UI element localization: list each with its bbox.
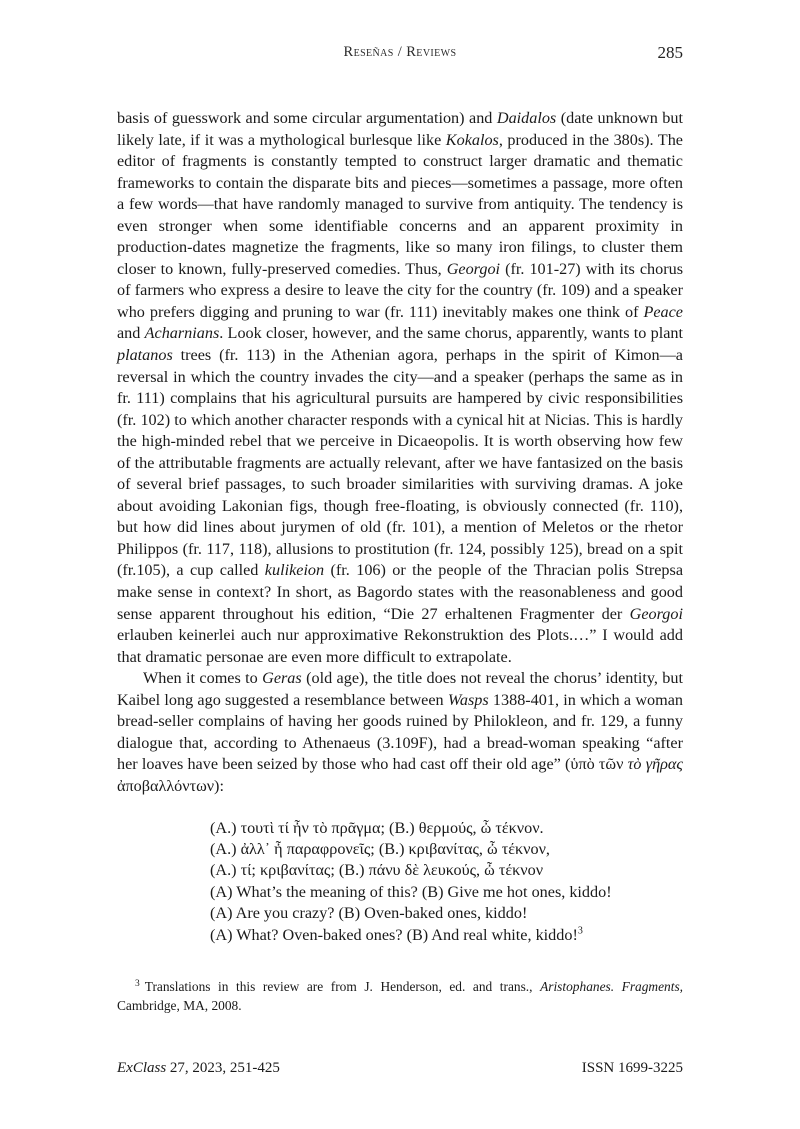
running-head-title: Reseñas / Reviews bbox=[343, 44, 457, 60]
footnote-3: $^3$ Translations in this review are from J. Henderson, ed. and trans., Aristophanes. Fragments, Cambridge, MA, 2008. bbox=[117, 978, 684, 1013]
quotation-line-greek: (A.) ἀλλ᾽ ἦ παραφρονεῖς; (B.) κριβανίτας, ὦ τέκνον, bbox=[210, 839, 550, 858]
italic-term: Acharnians bbox=[144, 324, 220, 343]
italic-term: Geras bbox=[262, 669, 302, 688]
italic-term: τὸ γῆρας bbox=[627, 755, 683, 774]
italic-term: Georgoi bbox=[446, 259, 501, 278]
paragraph-2: When it comes to Geras (old age), the title does not reveal the chorus’ identity, but Kaibel long ago suggested a resemblance between Wasps 1388-401, in which a woman bread-seller complains of having her goods ruined by Philokleon, and fr. 129, a funny dialogue that, according to Athenaeus (3.109F), had a bread-woman speaking “after her loaves have been seized by those who had cast off their old age” (ὑπὸ τῶν τὸ γῆρας ἀποβαλλόντων): bbox=[117, 669, 683, 795]
italic-term: Wasps bbox=[447, 690, 489, 709]
running-head bbox=[117, 44, 683, 68]
italic-term: Kokalos bbox=[445, 130, 499, 149]
footer-citation: ExClass 27, 2023, 251-425 bbox=[117, 1060, 280, 1076]
footnote-marker: 3 bbox=[135, 978, 140, 989]
body-content bbox=[117, 108, 683, 946]
paragraph-1: basis of guesswork and some circular argumentation) and Daidalos (date unknown but likely late, if it was a mythological burlesque like Kokalos, produced in the 380s). The editor of fragments is constantly tempted to construct larger dramatic and thematic frameworks to contain the disparate bits and pieces—sometimes a passage, more often a few words—that have randomly managed to survive from antiquity. The tendency is even stronger when some identifiable concerns and an apparent proximity in production-dates magnetize the fragments, like so many iron filings, to cluster them closer to known, fully-preserved comedies. Thus, Georgoi (fr. 101-27) with its chorus of farmers who express a desire to leave the city for the country (fr. 109) and a speaker who prefers digging and pruning to war (fr. 111) inevitably makes one think of Peace and Acharnians. Look closer, however, and the same chorus, apparently, wants to plant platanos trees (fr. 113) in the Athenian agora, perhaps in the spirit of Kimon—a reversal in which the country invades the city—and a speaker (perhaps the same as in fr. 111) complains that his agricultural pursuits are hampered by civic responsibilities (fr. 102) to which another character responds with a cynical hit at Nicias. This is hardly the high-minded rebel that we perceive in Dicaeopolis. It is worth observing how few of the attributable fragments are actually relevant, after we have fantasized on the basis of several brief passages, to such broader similarities with surviving dramas. A joke about avoiding Lakonian figs, though free-floating, is obviously connected (fr. 110), but how did lines about jurymen of old (fr. 101), a mention of Meletos or the rhetor Philippos (fr. 117, 118), allusions to prostitution (fr. 124, possibly 125), bread on a spit (fr.105), a cup called kulikeion (fr. 106) or the people of the Thracian polis Strepsa make sense in context? In short, as Bagordo states with the reasonableness and good sense apparent throughout his edition, “Die 27 erhaltenen Fragmenter der Georgoi erlauben keinerlei auch nur approximative Rekonstruktion des Plots.…” I would add that dramatic personae are even more difficult to extrapolate. bbox=[117, 109, 684, 666]
footnote-book-title: Aristophanes. Fragments, bbox=[540, 979, 684, 994]
journal-name: ExClass bbox=[117, 1060, 167, 1076]
page-number: 285 bbox=[657, 43, 683, 62]
footer-issn: ISSN 1699-3225 bbox=[581, 1060, 683, 1076]
italic-term: Daidalos bbox=[496, 109, 557, 127]
quotation-line-translation: (A) Are you crazy? (B) Oven-baked ones, kiddo! bbox=[210, 904, 528, 923]
italic-term: Peace bbox=[643, 302, 683, 321]
quotation-line-translation: (A) What? Oven-baked ones? (B) And real white, kiddo!$^3$ bbox=[210, 925, 583, 944]
footnote-reference[interactable]: 3 bbox=[577, 925, 583, 937]
italic-term: platanos bbox=[117, 346, 173, 365]
italic-term: Georgoi bbox=[629, 604, 683, 623]
quotation-line-greek: (A.) τουτὶ τί ἦν τὸ πρᾶγμα; (B.) θερμούς, ὦ τέκνον. bbox=[210, 818, 544, 837]
footnote-area bbox=[117, 978, 683, 1015]
quotation-line-greek: (A.) τί; κριβανίτας; (B.) πάνυ δὲ λευκούς, ὦ τέκνον bbox=[210, 861, 544, 880]
quotation-block bbox=[117, 818, 683, 946]
quotation-line-translation: (A) What’s the meaning of this? (B) Give me hot ones, kiddo! bbox=[210, 882, 612, 901]
italic-term: kulikeion bbox=[264, 561, 325, 580]
